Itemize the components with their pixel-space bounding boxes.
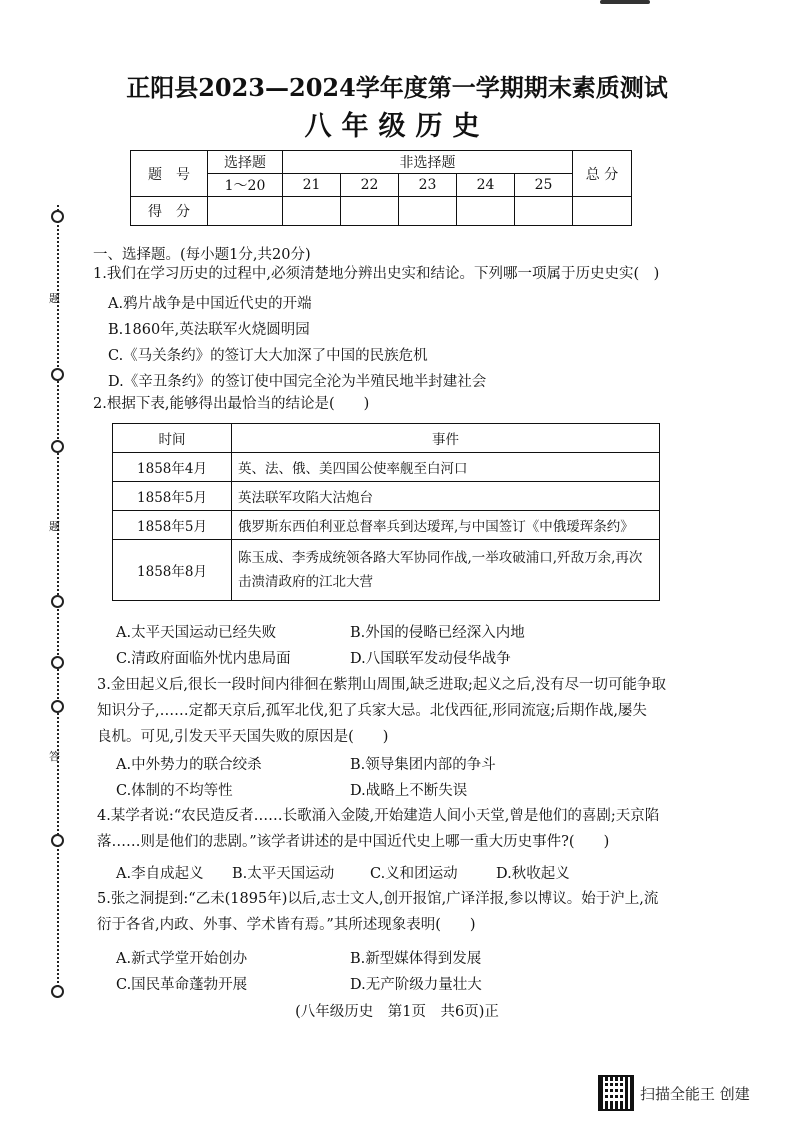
page-footer: (八年级历史 第1页 共6页)正 — [295, 1004, 499, 1020]
events-header-event: 事件 — [232, 424, 660, 453]
events-table — [112, 423, 660, 601]
question-stem: 2.根据下表,能够得出最恰当的结论是( ) — [93, 396, 370, 412]
binding-hole — [51, 700, 64, 713]
option-a: A.新式学堂开始创办 — [116, 951, 248, 967]
event-text: 英法联军攻陷大沽炮台 — [232, 482, 660, 511]
event-time: 1858年5月 — [113, 511, 232, 540]
question-stem: 知识分子,……定都天京后,孤军北伐,犯了兵家大忌。北伐西征,形同流寇;后期作战,屡失 — [97, 703, 647, 719]
binding-hole — [51, 595, 64, 608]
event-text: 俄罗斯东西伯利亚总督率兵到达瑷珲,与中国签订《中俄瑷珲条约》 — [232, 511, 660, 540]
option-d: D.战略上不断失误 — [350, 783, 468, 799]
score-cell[interactable] — [208, 197, 283, 226]
score-cell[interactable] — [573, 197, 632, 226]
option-c: C.体制的不均等性 — [116, 783, 233, 799]
choice-range: 1～20 — [208, 174, 283, 197]
option-d: D.秋收起义 — [496, 866, 570, 882]
question-number: 21 — [283, 174, 341, 197]
nonchoice-label: 非选择题 — [283, 151, 573, 174]
margin-mark: 答 — [49, 750, 60, 763]
option-b: B.新型媒体得到发展 — [350, 951, 482, 967]
events-header-time: 时间 — [113, 424, 232, 453]
exam-subject: 八年级历史 — [304, 111, 490, 142]
option-c: C.《马关条约》的签订大大加深了中国的民族危机 — [108, 348, 428, 364]
option-d: D.八国联军发动侵华战争 — [350, 651, 511, 667]
score-table — [130, 150, 632, 226]
option-b: B.外国的侵略已经深入内地 — [350, 625, 525, 641]
score-cell[interactable] — [399, 197, 457, 226]
option-c: C.国民革命蓬勃开展 — [116, 977, 248, 993]
choice-label: 选择题 — [208, 151, 283, 174]
score-cell[interactable] — [515, 197, 573, 226]
event-time: 1858年8月 — [113, 540, 232, 601]
question-stem: 4.某学者说:“农民造反者……长歌涌入金陵,开始建造人间小天堂,曾是他们的喜剧;天京陷 — [97, 808, 660, 824]
event-text: 英、法、俄、美四国公使率舰至白河口 — [232, 453, 660, 482]
option-c: C.义和团运动 — [370, 866, 458, 882]
option-a: A.太平天国运动已经失败 — [116, 625, 277, 641]
question-number: 23 — [399, 174, 457, 197]
question-number: 24 — [457, 174, 515, 197]
qr-code-pattern — [604, 1081, 624, 1101]
question-stem: 1.我们在学习历史的过程中,必须清楚地分辨出史实和结论。下列哪一项属于历史史实( ) — [93, 266, 660, 282]
binding-hole — [51, 656, 64, 669]
question-stem: 5.张之洞提到:“乙未(1895年)以后,志士文人,创开报馆,广译洋报,参以博议。始于沪上,流 — [97, 891, 659, 907]
option-b: B.太平天国运动 — [232, 866, 335, 882]
question-number-label: 题 号 — [131, 151, 208, 197]
score-cell[interactable] — [457, 197, 515, 226]
question-number: 22 — [341, 174, 399, 197]
section-heading: 一、选择题。(每小题1分,共20分) — [93, 247, 311, 263]
option-a: A.李自成起义 — [116, 866, 204, 882]
binding-hole — [51, 210, 64, 223]
margin-mark: 题 — [49, 520, 60, 533]
binding-hole — [51, 440, 64, 453]
binding-hole — [51, 985, 64, 998]
event-time: 1858年5月 — [113, 482, 232, 511]
option-c: C.清政府面临外忧内患局面 — [116, 651, 291, 667]
total-label: 总 分 — [573, 151, 632, 197]
binding-hole — [51, 368, 64, 381]
option-b: B.1860年,英法联军火烧圆明园 — [108, 322, 310, 338]
binding-hole — [51, 834, 64, 847]
option-d: D.无产阶级力量壮大 — [350, 977, 482, 993]
option-b: B.领导集团内部的争斗 — [350, 757, 496, 773]
margin-mark: 题 — [49, 292, 60, 305]
question-number: 25 — [515, 174, 573, 197]
option-d: D.《辛丑条约》的签订使中国完全沦为半殖民地半封建社会 — [108, 374, 487, 390]
question-stem: 良机。可见,引发天平天国失败的原因是( ) — [97, 729, 389, 745]
question-stem: 落……则是他们的悲剧。”该学者讲述的是中国近代史上哪一重大历史事件?( ) — [97, 834, 610, 850]
option-a: A.中外势力的联合绞杀 — [116, 757, 262, 773]
scan-artifact — [600, 0, 650, 4]
event-time: 1858年4月 — [113, 453, 232, 482]
event-text: 陈玉成、李秀成统领各路大军协同作战,一举攻破浦口,歼敌万余,再次击溃清政府的江北大营 — [232, 540, 660, 601]
score-cell[interactable] — [341, 197, 399, 226]
question-stem: 3.金田起义后,很长一段时间内徘徊在紫荆山周围,缺乏进取;起义之后,没有尽一切可能争取 — [97, 677, 667, 693]
score-cell[interactable] — [283, 197, 341, 226]
option-a: A.鸦片战争是中国近代史的开端 — [108, 296, 312, 312]
score-label: 得 分 — [131, 197, 208, 226]
scanner-watermark: 扫描全能王 创建 — [640, 1085, 750, 1103]
exam-title: 正阳县2023—2024学年度第一学期期末素质测试 — [126, 73, 668, 102]
question-stem: 衍于各省,内政、外事、学术皆有焉。”其所述现象表明( ) — [97, 917, 476, 933]
